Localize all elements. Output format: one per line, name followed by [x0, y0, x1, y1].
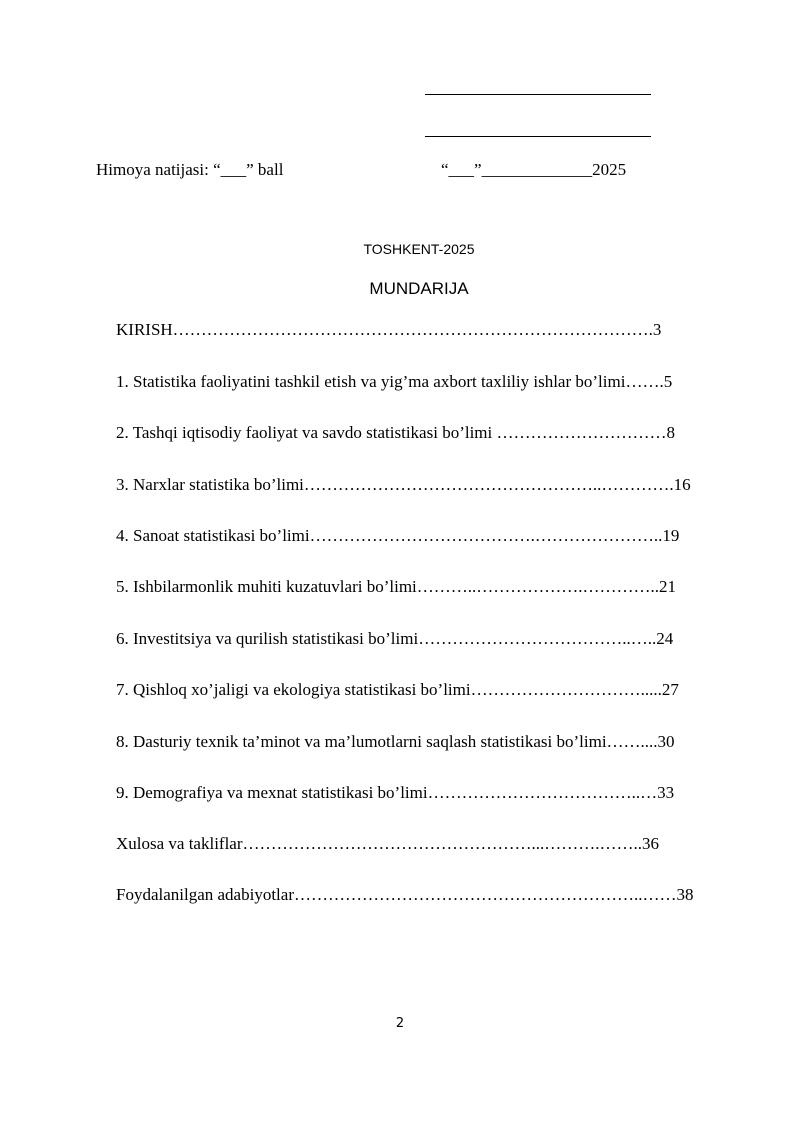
- toc-entry-references: Foydalanilgan adabiyotlar……………………………………………………..……38: [116, 885, 694, 904]
- defense-result-label: Himoya natijasi: “___” ball: [96, 160, 284, 179]
- city-year: TOSHKENT-2025: [363, 241, 475, 257]
- toc-entry-2: 2. Tashqi iqtisodiy faoliyat va savdo statistikasi bo’limi …………………………8: [116, 423, 675, 442]
- date-line: “___”_____________2025: [441, 160, 627, 179]
- page-number: 2: [395, 1016, 405, 1031]
- toc-entry-intro: KIRISH………………………………………………………………………….3: [116, 320, 662, 339]
- toc-entry-1: 1. Statistika faoliyatini tashkil etish va yig’ma axbort taxliliy ishlar bo’limi…….5: [116, 372, 673, 391]
- toc-entry-6: 6. Investitsiya va qurilish statistikasi bo’limi………………………………..…..24: [116, 629, 674, 648]
- toc-entry-5: 5. Ishbilarmonlik muhiti kuzatuvlari bo’limi………..……………….…………..21: [116, 577, 677, 596]
- toc-entry-3: 3. Narxlar statistika bo’limi……………………………………………..………….16: [116, 475, 691, 494]
- toc-title: MUNDARIJA: [369, 279, 469, 298]
- signature-line-1: [425, 94, 651, 95]
- toc-entry-conclusion: Xulosa va takliflar……………………………………………...……….……..36: [116, 834, 660, 853]
- signature-line-2: [425, 136, 651, 137]
- toc-entry-8: 8. Dasturiy texnik ta’minot va ma’lumotlarni saqlash statistikasi bo’limi……....30: [116, 732, 675, 751]
- toc-entry-4: 4. Sanoat statistikasi bo’limi………………………………….…………………..19: [116, 526, 680, 545]
- toc-entry-9: 9. Demografiya va mexnat statistikasi bo’limi………………………………..…33: [116, 783, 675, 802]
- toc-entry-7: 7. Qishloq xo’jaligi va ekologiya statistikasi bo’limi………………………….....27: [116, 680, 679, 699]
